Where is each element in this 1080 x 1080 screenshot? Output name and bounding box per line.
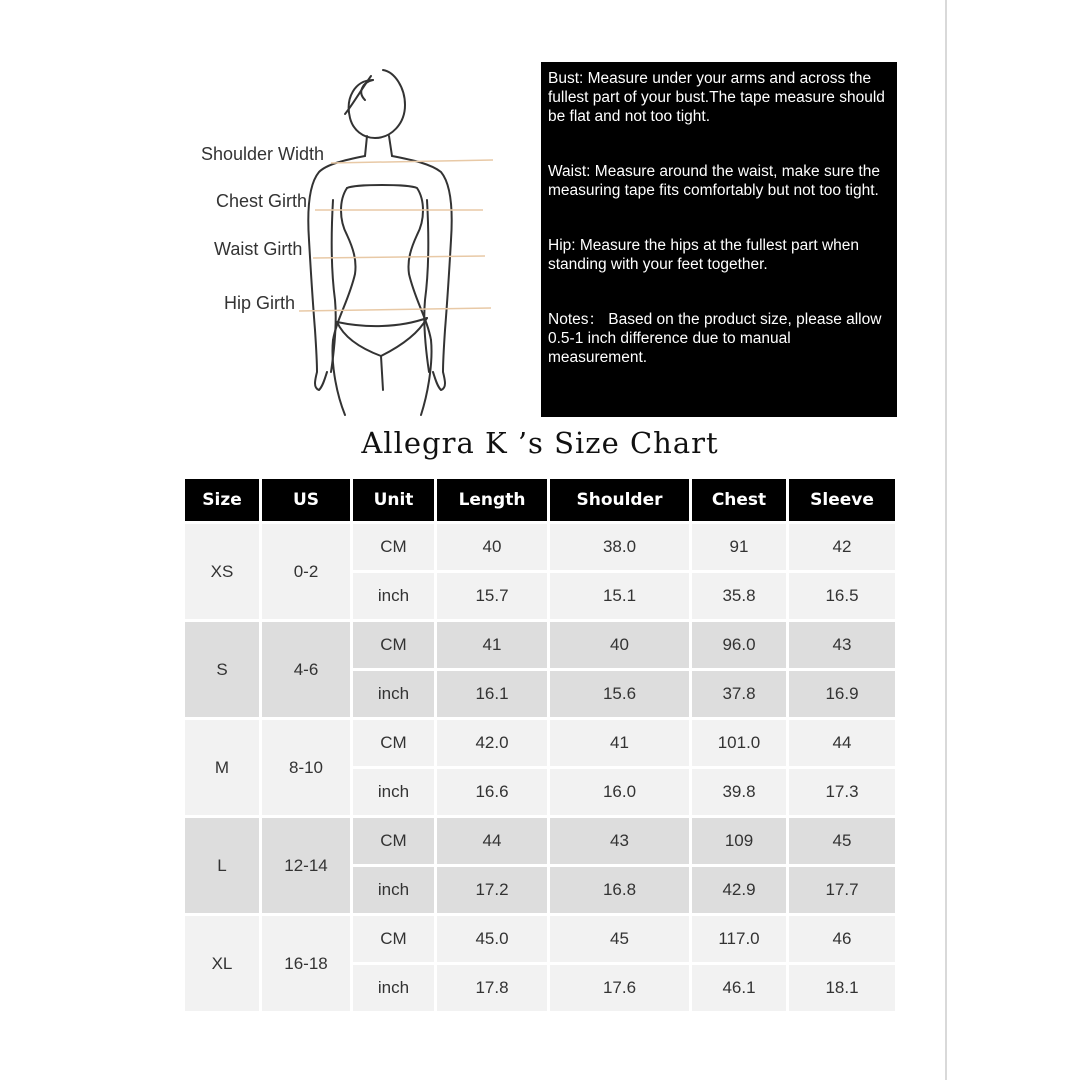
header-us: US (262, 479, 350, 521)
chest-cell: 96.0 (692, 622, 786, 668)
header-unit: Unit (353, 479, 434, 521)
waist-instruction: Waist: Measure around the waist, make sure the measuring tape fits comfortably but not too tight. (548, 163, 880, 199)
waist-guide-line (313, 256, 485, 258)
us-cell: 12-14 (262, 818, 350, 913)
table-row (185, 622, 895, 668)
unit-cell: inch (353, 867, 434, 913)
header-sleeve: Sleeve (789, 479, 895, 521)
size-chart-table (182, 476, 898, 1014)
unit-cell: inch (353, 573, 434, 619)
sleeve-cell: 44 (789, 720, 895, 766)
table-row (185, 720, 895, 766)
sleeve-cell: 45 (789, 818, 895, 864)
size-cell: M (185, 720, 259, 815)
sleeve-cell: 17.7 (789, 867, 895, 913)
header-length: Length (437, 479, 547, 521)
sleeve-cell: 16.5 (789, 573, 895, 619)
size-cell: XL (185, 916, 259, 1011)
header-shoulder: Shoulder (550, 479, 689, 521)
chest-cell: 109 (692, 818, 786, 864)
hip-guide-line (299, 308, 491, 311)
unit-cell: CM (353, 622, 434, 668)
length-cell: 41 (437, 622, 547, 668)
unit-cell: inch (353, 671, 434, 717)
chest-cell: 117.0 (692, 916, 786, 962)
chest-cell: 35.8 (692, 573, 786, 619)
chest-cell: 42.9 (692, 867, 786, 913)
length-cell: 16.1 (437, 671, 547, 717)
chest-cell: 37.8 (692, 671, 786, 717)
chest-cell: 39.8 (692, 769, 786, 815)
us-cell: 16-18 (262, 916, 350, 1011)
length-cell: 17.8 (437, 965, 547, 1011)
length-cell: 15.7 (437, 573, 547, 619)
shoulder-cell: 38.0 (550, 524, 689, 570)
waist-girth-label: Waist Girth (214, 239, 303, 259)
shoulder-cell: 16.8 (550, 867, 689, 913)
shoulder-cell: 15.1 (550, 573, 689, 619)
shoulder-cell: 16.0 (550, 769, 689, 815)
shoulder-cell: 41 (550, 720, 689, 766)
unit-cell: inch (353, 965, 434, 1011)
header-size: Size (185, 479, 259, 521)
table-header-row (185, 479, 895, 521)
sleeve-cell: 43 (789, 622, 895, 668)
length-cell: 40 (437, 524, 547, 570)
table-row (185, 916, 895, 962)
unit-cell: CM (353, 818, 434, 864)
size-cell: XS (185, 524, 259, 619)
hip-instruction: Hip: Measure the hips at the fullest part when standing with your feet together. (548, 237, 860, 273)
measurement-instructions-panel (541, 62, 897, 417)
chest-girth-label: Chest Girth (216, 191, 308, 211)
size-cell: L (185, 818, 259, 913)
length-cell: 42.0 (437, 720, 547, 766)
hip-girth-label: Hip Girth (224, 293, 296, 313)
size-cell: S (185, 622, 259, 717)
chest-cell: 91 (692, 524, 786, 570)
sleeve-cell: 46 (789, 916, 895, 962)
unit-cell: CM (353, 720, 434, 766)
table-row (185, 818, 895, 864)
header-chest: Chest (692, 479, 786, 521)
sleeve-cell: 17.3 (789, 769, 895, 815)
shoulder-width-label: Shoulder Width (201, 144, 325, 164)
shoulder-cell: 15.6 (550, 671, 689, 717)
shoulder-cell: 40 (550, 622, 689, 668)
length-cell: 17.2 (437, 867, 547, 913)
chest-cell: 101.0 (692, 720, 786, 766)
unit-cell: CM (353, 524, 434, 570)
table-row (185, 524, 895, 570)
length-cell: 16.6 (437, 769, 547, 815)
us-cell: 8-10 (262, 720, 350, 815)
unit-cell: inch (353, 769, 434, 815)
sleeve-cell: 42 (789, 524, 895, 570)
length-cell: 45.0 (437, 916, 547, 962)
sleeve-cell: 18.1 (789, 965, 895, 1011)
size-chart-title: Allegra K ’s Size Chart (361, 426, 719, 460)
us-cell: 0-2 (262, 524, 350, 619)
bust-instruction: Bust: Measure under your arms and across the fullest part of your bust.The tape measure should be flat and not too tight. (548, 70, 885, 125)
body-measurement-figure (195, 60, 505, 420)
notes-instruction: Notes： Based on the product size, please allow 0.5-1 inch difference due to manual measurement. (548, 311, 882, 366)
shoulder-cell: 45 (550, 916, 689, 962)
unit-cell: CM (353, 916, 434, 962)
page-divider (945, 0, 947, 1080)
shoulder-cell: 43 (550, 818, 689, 864)
sleeve-cell: 16.9 (789, 671, 895, 717)
chest-cell: 46.1 (692, 965, 786, 1011)
length-cell: 44 (437, 818, 547, 864)
us-cell: 4-6 (262, 622, 350, 717)
shoulder-cell: 17.6 (550, 965, 689, 1011)
